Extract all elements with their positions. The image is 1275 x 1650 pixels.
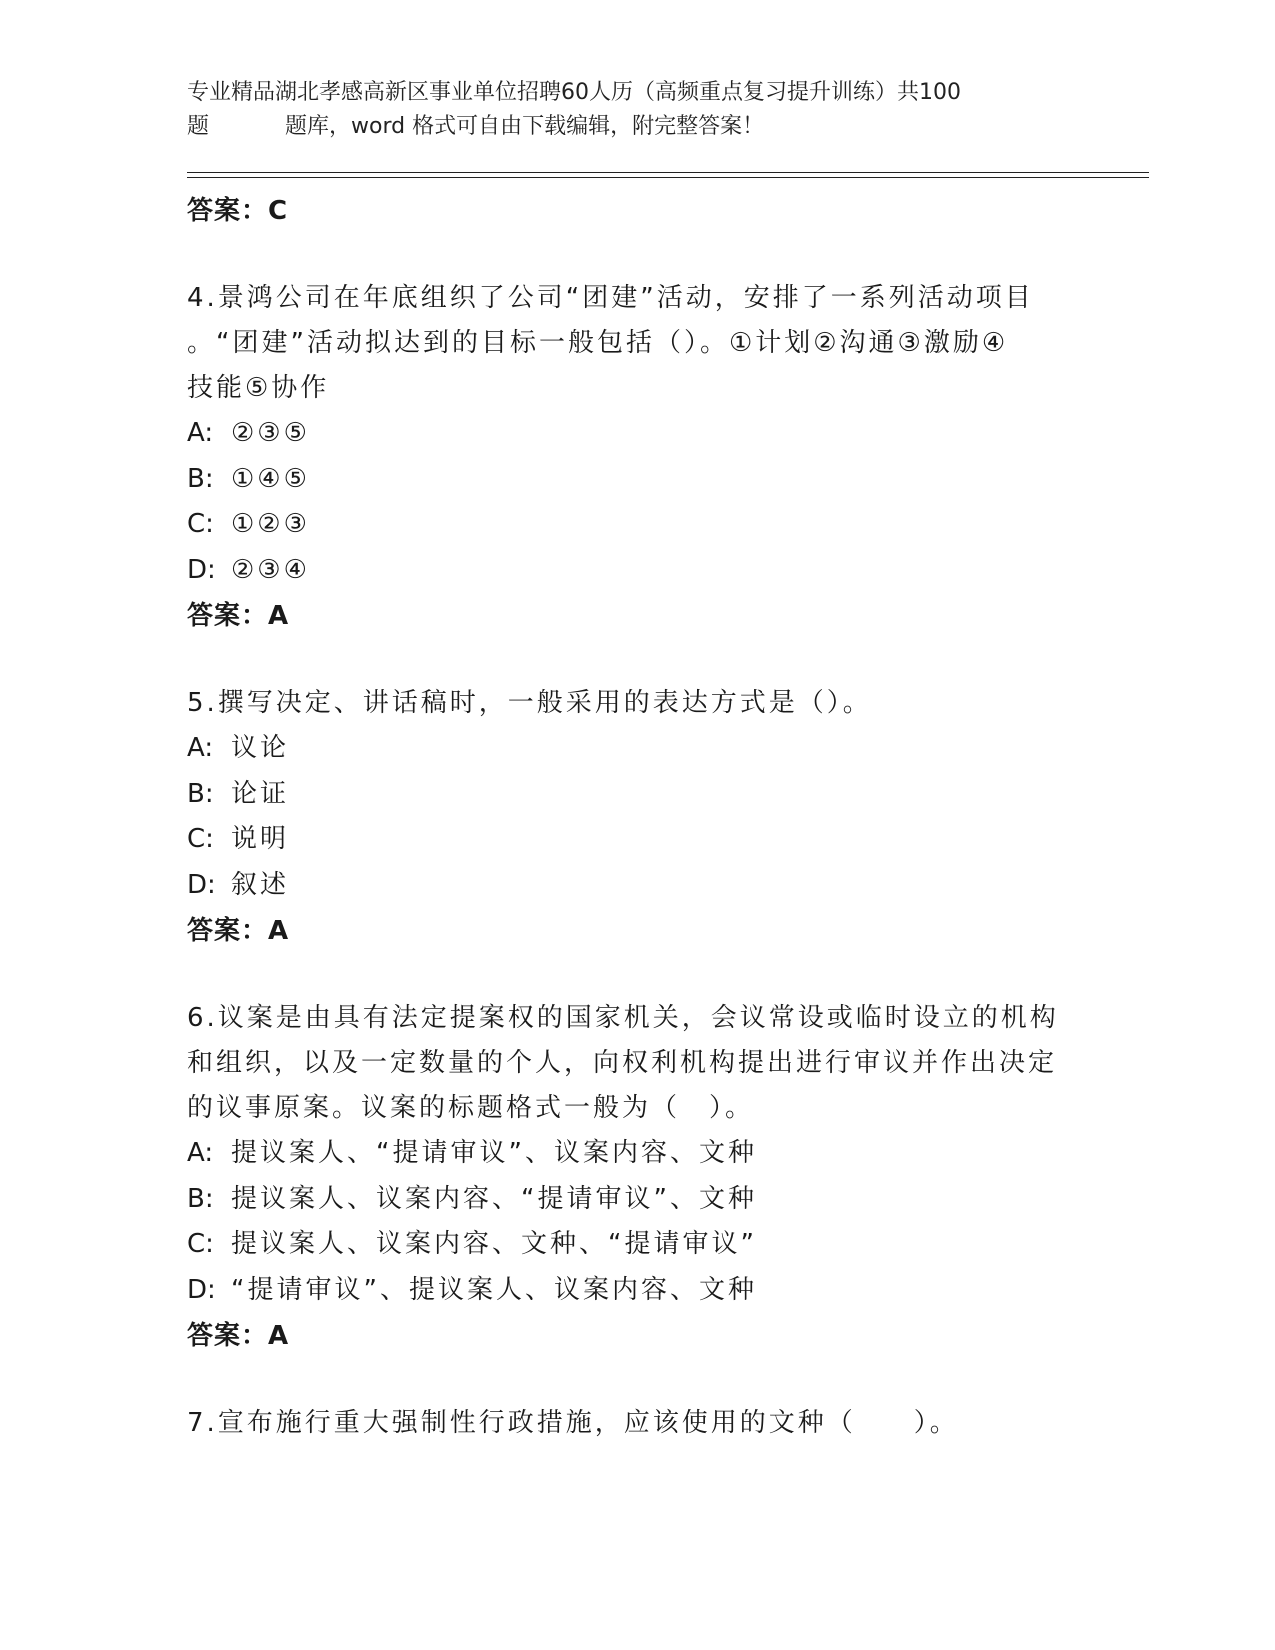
option-a [187, 1131, 1147, 1177]
option-d [187, 1268, 1147, 1314]
option-d [187, 548, 1147, 594]
option-label: D: [187, 1274, 216, 1305]
answer: 答案：A [187, 601, 290, 631]
question-line: 5.撰写决定、讲话稿时，一般采用的表达方式是（）。 [187, 688, 872, 718]
header-line2-right: 题库，word 格式可自由下载编辑，附完整答案！ [285, 114, 765, 139]
question-line: 技能⑤协作 [187, 373, 330, 403]
option-label: C: [187, 1229, 214, 1259]
option-b [187, 1177, 1147, 1223]
question-text [187, 276, 1147, 411]
option-text: 论证 [231, 778, 290, 809]
header-rule-bottom [187, 177, 1149, 178]
option-label: D: [187, 554, 216, 585]
question-5 [187, 681, 1147, 954]
answer-prev: 答案：C [187, 196, 289, 226]
option-text: 议论 [231, 733, 290, 763]
answer: 答案：A [187, 1321, 290, 1351]
option-text: 叙述 [231, 869, 290, 900]
option-text: ②③④ [231, 554, 310, 585]
question-line: 和组织，以及一定数量的个人，向权利机构提出进行审议并作出决定 [187, 1048, 1058, 1078]
option-text: 提议案人、“提请审议”、议案内容、文种 [231, 1138, 757, 1168]
option-label: C: [187, 509, 214, 539]
option-label: B: [187, 1183, 214, 1214]
option-label: A: [187, 418, 214, 448]
option-text: 说明 [231, 824, 290, 854]
question-text [187, 681, 1147, 726]
header-line2-left: 题 [187, 114, 210, 139]
option-text: ①②③ [231, 509, 310, 539]
header-title-line2 [187, 110, 1087, 144]
option-d [187, 863, 1147, 909]
option-text: ①④⑤ [231, 463, 310, 494]
option-text: 提议案人、议案内容、“提请审议”、文种 [231, 1183, 757, 1214]
option-label: C: [187, 824, 214, 854]
option-label: B: [187, 778, 214, 809]
question-text [187, 1401, 1147, 1446]
option-label: B: [187, 463, 214, 494]
option-c [187, 1222, 1147, 1268]
question-line: 6.议案是由具有法定提案权的国家机关，会议常设或临时设立的机构 [187, 1003, 1059, 1033]
option-c [187, 817, 1147, 863]
question-text [187, 996, 1147, 1131]
option-c [187, 502, 1147, 548]
option-label: A: [187, 733, 214, 763]
option-a [187, 411, 1147, 457]
question-line: 。“团建”活动拟达到的目标一般包括（）。①计划②沟通③激励④ [187, 328, 1009, 358]
option-b [187, 457, 1147, 503]
question-7 [187, 1401, 1147, 1446]
option-text: 提议案人、议案内容、文种、“提请审议” [231, 1229, 757, 1259]
option-text: “提请审议”、提议案人、议案内容、文种 [231, 1274, 757, 1305]
question-line: 7.宣布施行重大强制性行政措施，应该使用的文种（ ）。 [187, 1408, 959, 1438]
answer: 答案：A [187, 916, 290, 946]
page-header [187, 76, 1087, 144]
question-4 [187, 276, 1147, 639]
question-6 [187, 996, 1147, 1359]
option-label: D: [187, 869, 216, 900]
question-line: 4.景鸿公司在年底组织了公司“团建”活动，安排了一系列活动项目 [187, 283, 1034, 313]
option-a [187, 726, 1147, 772]
question-line: 的议事原案。议案的标题格式一般为（ ）。 [187, 1093, 755, 1123]
header-title-line1: 专业精品湖北孝感高新区事业单位招聘60人历（高频重点复习提升训练）共100 [187, 80, 961, 105]
header-rule-top [187, 172, 1149, 173]
option-b [187, 772, 1147, 818]
option-label: A: [187, 1138, 214, 1168]
document-body [187, 188, 1147, 1446]
option-text: ②③⑤ [231, 418, 310, 448]
